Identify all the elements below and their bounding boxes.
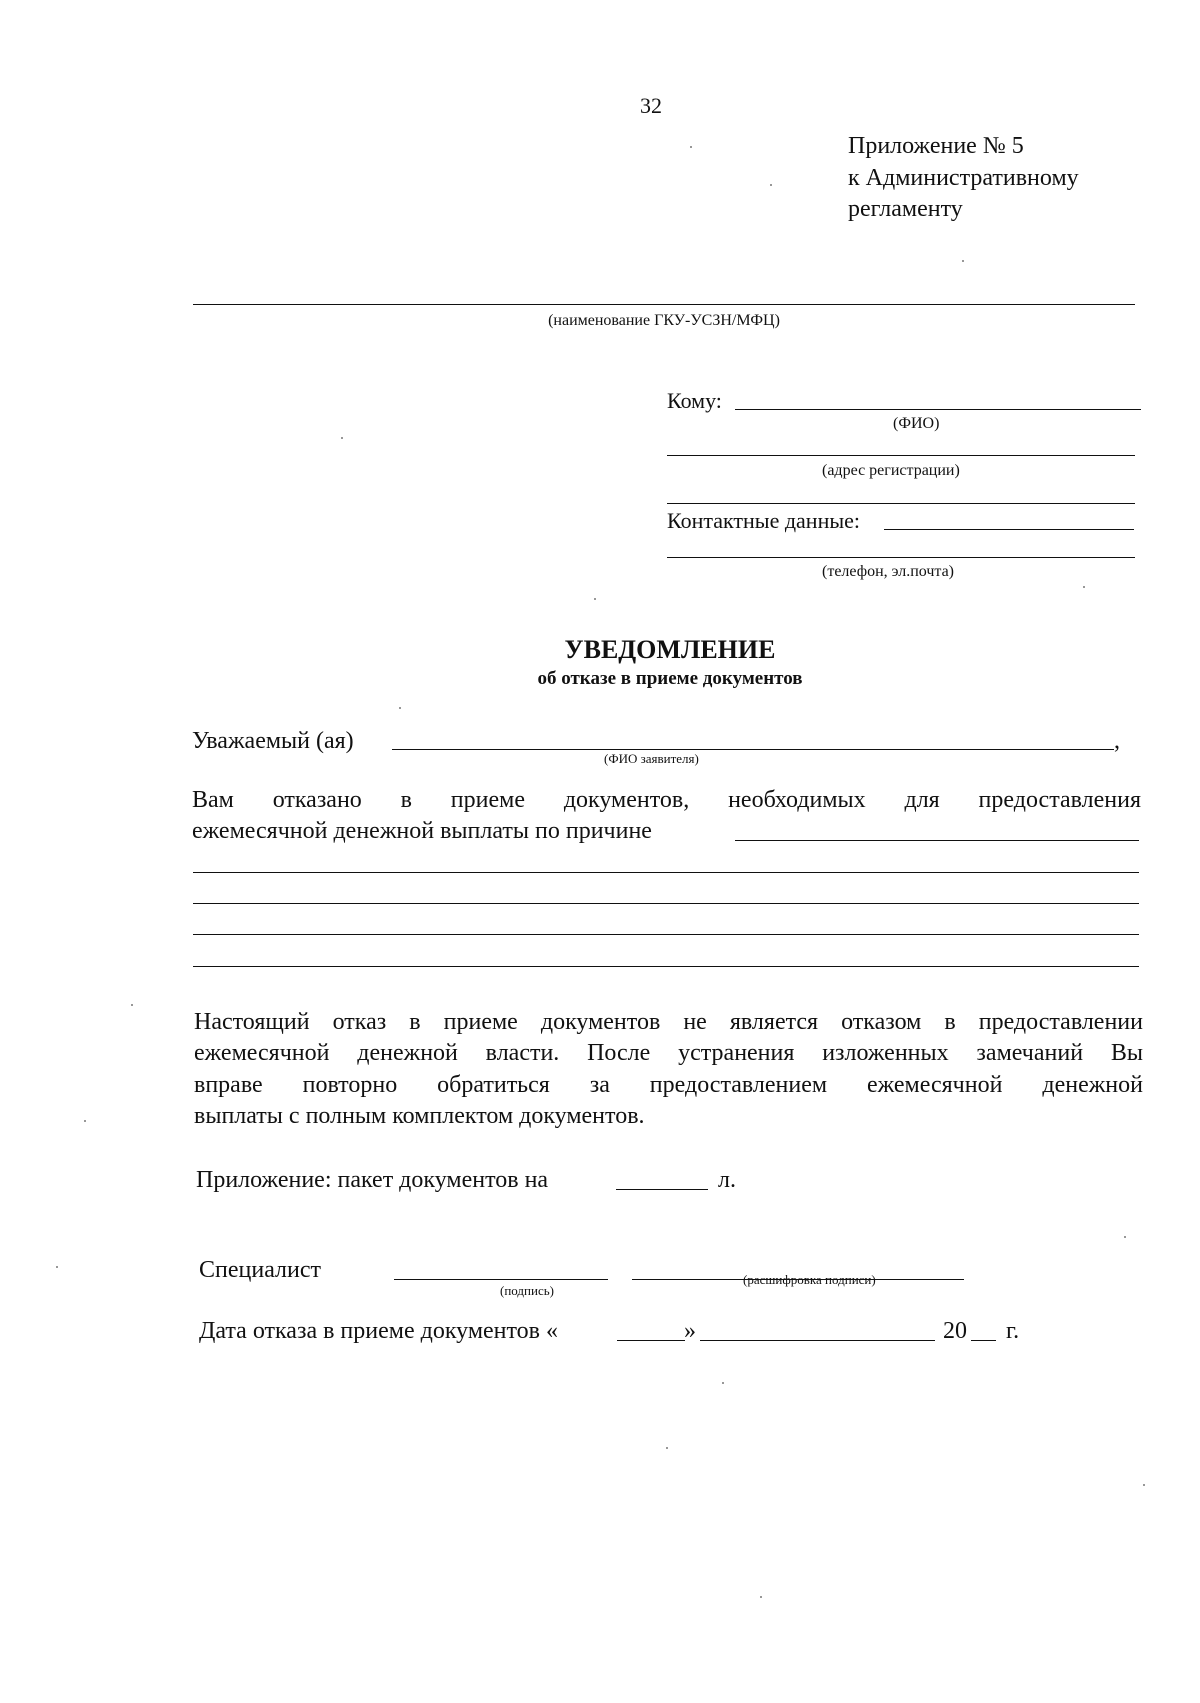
greeting-label: Уважаемый (ая) <box>192 728 354 754</box>
scan-speck <box>690 146 692 148</box>
org-name-caption: (наименование ГКУ-УСЗН/МФЦ) <box>548 312 780 329</box>
date-year-prefix: 20 <box>943 1318 967 1344</box>
org-name-field[interactable] <box>193 304 1135 305</box>
to-label: Кому: <box>667 388 722 413</box>
specialist-label: Специалист <box>199 1257 322 1283</box>
document-title: УВЕДОМЛЕНИЕ <box>564 635 776 664</box>
reason-line-1[interactable] <box>193 872 1139 873</box>
scan-speck <box>760 1596 762 1598</box>
scan-speck <box>1124 1236 1126 1238</box>
date-month-field[interactable] <box>700 1340 935 1341</box>
recipient-address-field-2[interactable] <box>667 503 1135 504</box>
appendix-line-3: регламенту <box>848 196 963 222</box>
notice-line-1: Настоящий отказ в приеме документов не является отказом в предоставлении <box>194 1009 1143 1035</box>
contacts-field[interactable] <box>884 529 1134 530</box>
applicant-fio-caption: (ФИО заявителя) <box>604 751 699 766</box>
scan-speck <box>341 437 343 439</box>
document-subtitle: об отказе в приеме документов <box>537 668 803 689</box>
reason-line-4[interactable] <box>193 966 1139 967</box>
date-quote-close: » <box>684 1318 696 1344</box>
scan-speck <box>1143 1484 1145 1486</box>
signature-caption: (подпись) <box>500 1283 554 1298</box>
date-day-field[interactable] <box>617 1340 685 1341</box>
scan-speck <box>399 707 401 709</box>
page-number: 32 <box>640 93 662 118</box>
appendix-line-1: Приложение № 5 <box>848 133 1024 159</box>
date-year-field[interactable] <box>971 1340 996 1341</box>
signature-decode-caption: (расшифровка подписи) <box>743 1272 876 1287</box>
fio-caption: (ФИО) <box>893 415 940 432</box>
scan-speck <box>131 1004 133 1006</box>
reason-field[interactable] <box>735 840 1139 841</box>
attachment-suffix: л. <box>718 1167 736 1193</box>
notice-line-2: ежемесячной денежной власти. После устранения изложенных замечаний Вы <box>194 1040 1143 1066</box>
refusal-line-1: Вам отказано в приеме документов, необходимых для предоставления <box>192 787 1141 813</box>
address-caption: (адрес регистрации) <box>822 462 960 479</box>
reason-line-2[interactable] <box>193 903 1139 904</box>
scan-speck <box>722 1382 724 1384</box>
recipient-address-field[interactable] <box>667 455 1135 456</box>
attachment-pages-field[interactable] <box>616 1189 708 1190</box>
scan-speck <box>84 1120 86 1122</box>
notice-line-3: вправе повторно обратиться за предоставлением ежемесячной денежной <box>194 1072 1143 1098</box>
contacts-field-2[interactable] <box>667 557 1135 558</box>
greeting-comma: , <box>1114 728 1120 754</box>
date-label: Дата отказа в приеме документов « <box>199 1318 559 1344</box>
scan-speck <box>770 184 772 186</box>
contacts-label: Контактные данные: <box>667 508 860 533</box>
notice-line-4: выплаты с полным комплектом документов. <box>194 1103 645 1129</box>
date-year-suffix: г. <box>1006 1318 1020 1344</box>
attachment-label: Приложение: пакет документов на <box>196 1167 549 1193</box>
scan-speck <box>1083 586 1085 588</box>
refusal-line-2: ежемесячной денежной выплаты по причине <box>192 818 652 844</box>
applicant-fio-field[interactable] <box>392 749 1114 750</box>
scan-speck <box>666 1447 668 1449</box>
recipient-fio-field[interactable] <box>735 409 1141 410</box>
reason-line-3[interactable] <box>193 934 1139 935</box>
scan-speck <box>962 260 964 262</box>
scan-speck <box>594 598 596 600</box>
scan-speck <box>56 1266 58 1268</box>
signature-field[interactable] <box>394 1279 608 1280</box>
contacts-caption: (телефон, эл.почта) <box>822 563 955 580</box>
appendix-line-2: к Административному <box>848 165 1079 191</box>
